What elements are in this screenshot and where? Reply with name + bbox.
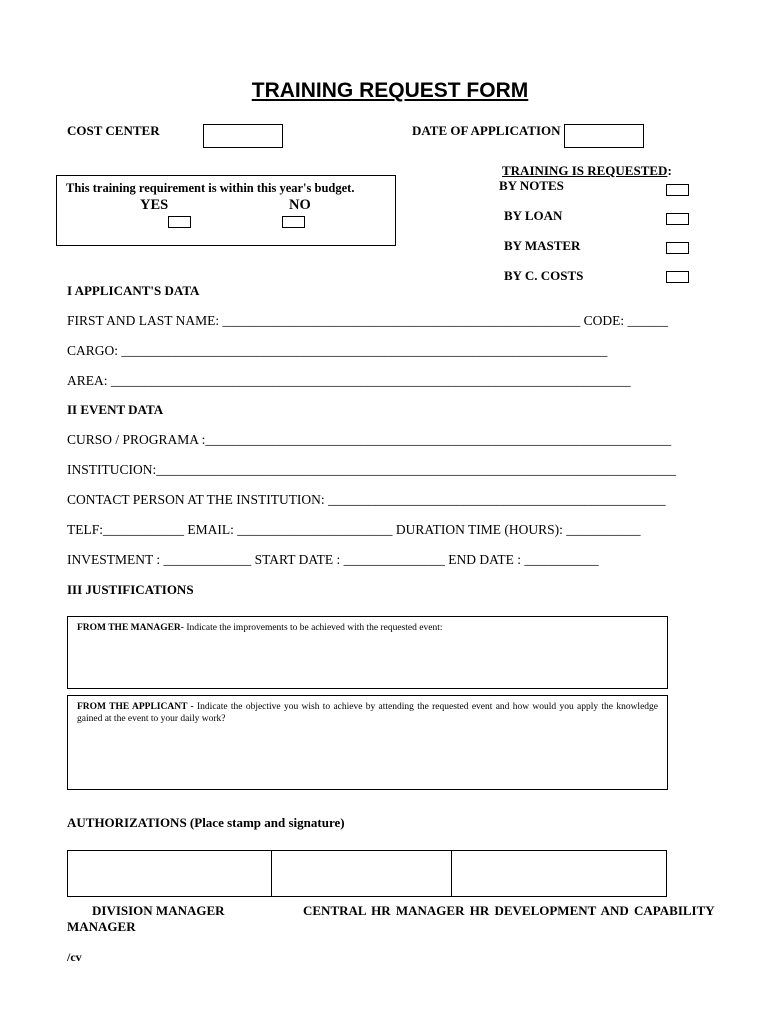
cargo-label: CARGO: (67, 343, 119, 358)
contact-label: CONTACT PERSON AT THE INSTITUTION: (67, 492, 325, 507)
name-field[interactable]: _____________________________________________________ (222, 313, 581, 328)
email-field[interactable]: _______________________ (237, 522, 393, 537)
training-requested-heading-colon: : (667, 163, 672, 178)
code-label: CODE: (583, 313, 625, 328)
email-label: EMAIL: (187, 522, 234, 537)
manager-label: MANAGER (67, 919, 136, 934)
telf-row (67, 522, 641, 538)
manager-justification-label: FROM THE MANAGER- (77, 623, 184, 633)
central-hr-signature-cell[interactable] (271, 850, 452, 897)
request-master-checkbox[interactable] (666, 242, 689, 254)
telf-field[interactable]: ____________ (103, 522, 184, 537)
applicant-justification-box[interactable] (67, 695, 668, 790)
date-of-application-label: DATE OF APPLICATION (412, 123, 561, 138)
telf-label: TELF: (67, 522, 103, 537)
manager-justification-box[interactable] (67, 616, 668, 689)
division-manager-signature-cell[interactable] (67, 850, 272, 897)
budget-statement: This training requirement is within this year's budget. (66, 181, 355, 195)
contact-field[interactable]: __________________________________________________ (328, 492, 666, 507)
event-section-heading: II EVENT DATA (67, 402, 164, 417)
investment-field[interactable]: _____________ (163, 552, 252, 567)
authorizations-heading: AUTHORIZATIONS (Place stamp and signature) (67, 815, 345, 830)
request-c-costs-checkbox[interactable] (666, 271, 689, 283)
cargo-row (67, 343, 607, 359)
request-option-label: BY NOTES (499, 178, 564, 193)
curso-row (67, 432, 671, 448)
name-label: FIRST AND LAST NAME: (67, 313, 220, 328)
name-row (67, 313, 668, 329)
applicant-justification-prompt: Indicate the objective you wish to achieve by attending the requested event and how would you apply the knowledge gained at the event to your daily work? (77, 702, 659, 724)
curso-label: CURSO / PROGRAMA : (67, 432, 206, 447)
cost-center-input[interactable] (203, 124, 283, 148)
duration-label: DURATION TIME (HOURS): (395, 522, 563, 537)
applicant-justification-label: FROM THE APPLICANT - (77, 702, 194, 712)
code-field[interactable]: ______ (627, 313, 669, 328)
institucion-row (67, 462, 676, 478)
budget-no-label: NO (289, 197, 311, 213)
date-of-application-input[interactable] (564, 124, 644, 148)
justifications-section-heading: III JUSTIFICATIONS (67, 582, 194, 597)
duration-field[interactable]: ___________ (566, 522, 641, 537)
institucion-label: INSTITUCION: (67, 462, 157, 477)
budget-no-checkbox[interactable] (282, 216, 305, 228)
footer-initials: /cv (67, 950, 82, 964)
manager-justification-prompt: Indicate the improvements to be achieved with the requested event: (183, 623, 443, 633)
cargo-field[interactable]: ________________________________________________________________________ (121, 343, 608, 358)
budget-yes-checkbox[interactable] (168, 216, 191, 228)
cost-center-label: COST CENTER (67, 123, 160, 138)
start-date-field[interactable]: _______________ (343, 552, 445, 567)
investment-label: INVESTMENT : (67, 552, 161, 567)
budget-yes-label: YES (140, 197, 169, 213)
hr-development-signature-cell[interactable] (451, 850, 667, 897)
curso-field[interactable]: _____________________________________________________________________ (205, 432, 672, 447)
institucion-field[interactable]: _____________________________________________________________________________ (156, 462, 676, 477)
end-date-label: END DATE : (448, 552, 521, 567)
training-requested-heading (502, 163, 672, 179)
budget-panel (56, 175, 396, 246)
end-date-field[interactable]: ___________ (524, 552, 599, 567)
contact-row (67, 492, 666, 508)
request-loan-checkbox[interactable] (666, 213, 689, 225)
investment-row (67, 552, 599, 568)
central-hr-label: CENTRAL HR MANAGER HR DEVELOPMENT AND CAPABILITY (303, 903, 715, 918)
area-row (67, 373, 631, 389)
area-label: AREA: (67, 373, 108, 388)
start-date-label: START DATE : (254, 552, 341, 567)
division-manager-label: DIVISION MANAGER (92, 903, 225, 918)
applicant-section-heading: I APPLICANT'S DATA (67, 283, 200, 298)
request-notes-checkbox[interactable] (666, 184, 689, 196)
request-option-label: BY MASTER (504, 238, 581, 253)
request-option-label: BY C. COSTS (504, 268, 584, 283)
training-requested-heading-text: TRAINING IS REQUESTED (502, 163, 668, 178)
area-field[interactable]: _____________________________________________________________________________ (110, 373, 631, 388)
form-title: TRAINING REQUEST FORM (251, 79, 529, 102)
request-option-label: BY LOAN (504, 208, 563, 223)
